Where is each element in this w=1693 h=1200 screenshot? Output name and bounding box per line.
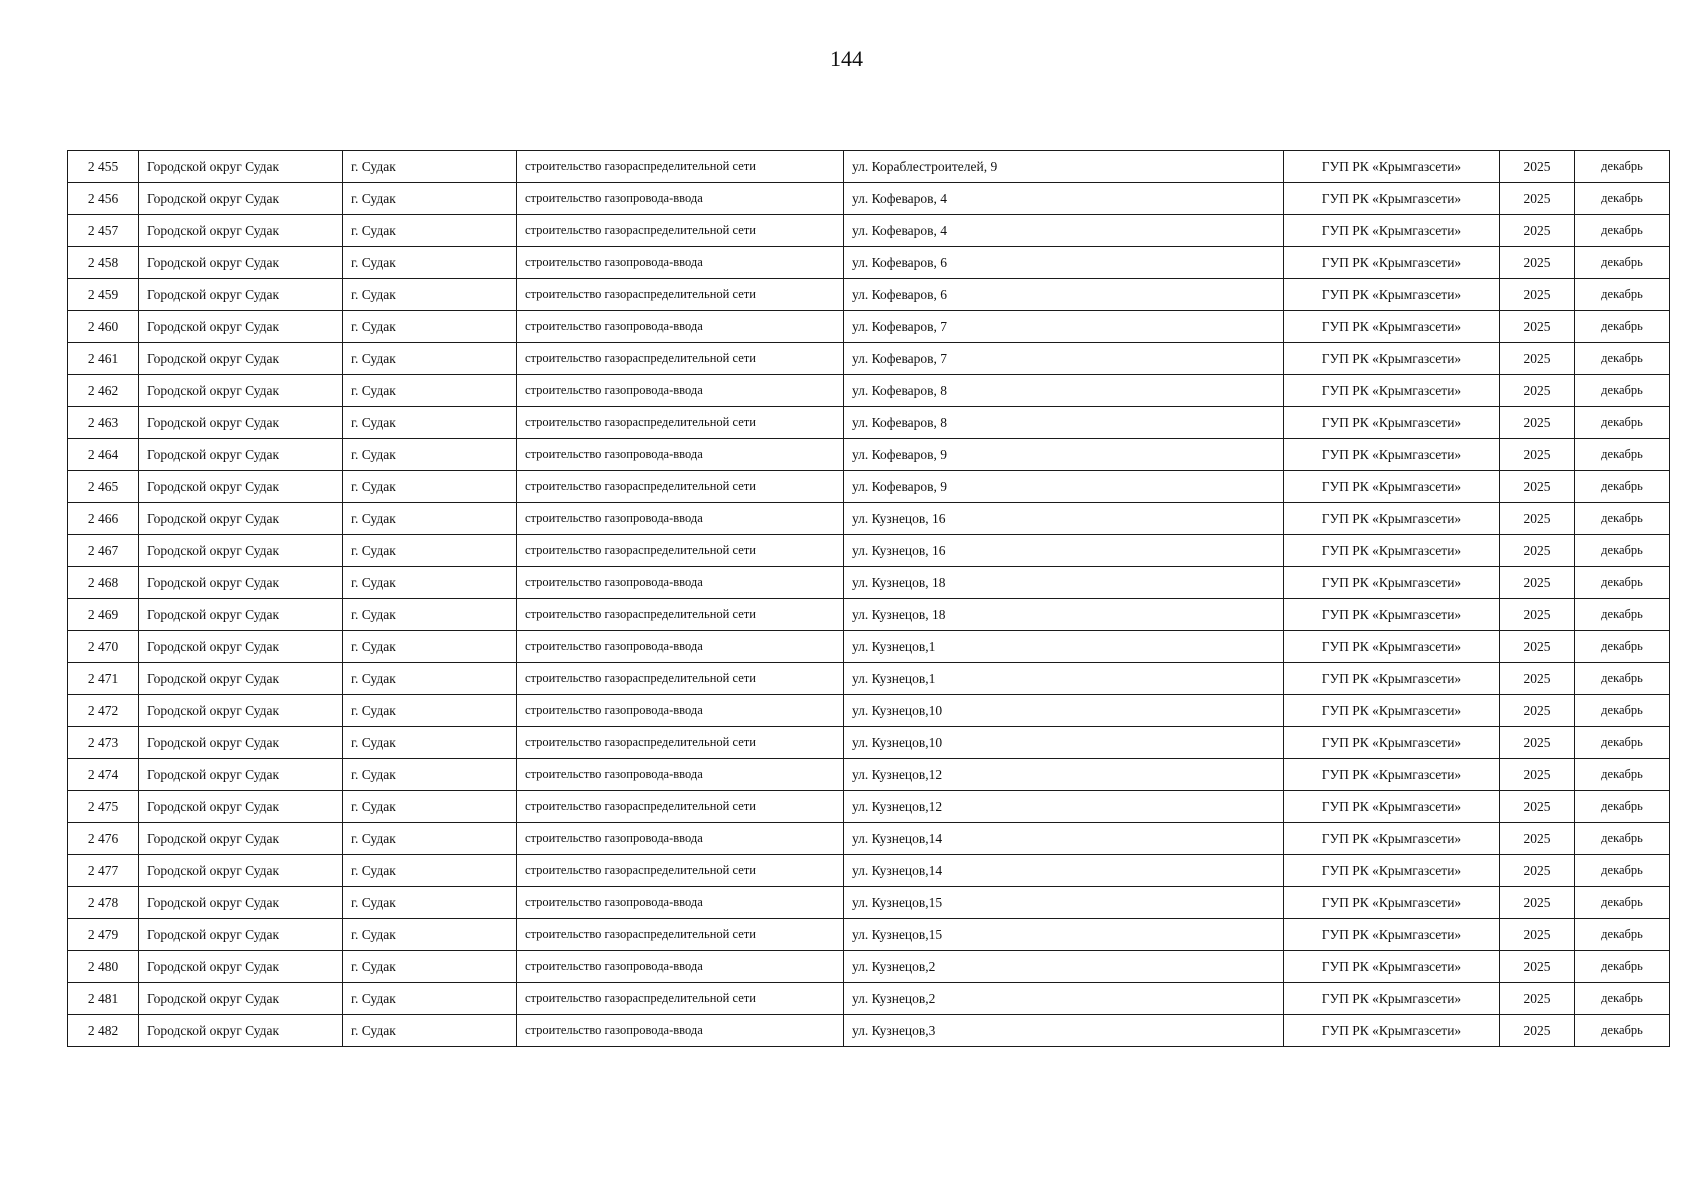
district-cell: Городской округ Судак	[139, 759, 343, 791]
month-cell: декабрь	[1575, 151, 1670, 183]
district-cell: Городской округ Судак	[139, 215, 343, 247]
settlement-cell: г. Судак	[343, 855, 517, 887]
table-row	[68, 311, 1670, 343]
month-cell: декабрь	[1575, 247, 1670, 279]
year-cell: 2025	[1500, 855, 1575, 887]
work-type-cell: строительство газораспределительной сети	[517, 983, 844, 1015]
year-cell: 2025	[1500, 983, 1575, 1015]
row-number-cell: 2 455	[68, 151, 139, 183]
table-row	[68, 631, 1670, 663]
year-cell: 2025	[1500, 279, 1575, 311]
address-cell: ул. Кузнецов,10	[844, 695, 1284, 727]
district-cell: Городской округ Судак	[139, 311, 343, 343]
address-cell: ул. Кофеваров, 6	[844, 279, 1284, 311]
month-cell: декабрь	[1575, 375, 1670, 407]
district-cell: Городской округ Судак	[139, 407, 343, 439]
work-type-cell: строительство газораспределительной сети	[517, 471, 844, 503]
settlement-cell: г. Судак	[343, 727, 517, 759]
row-number-cell: 2 474	[68, 759, 139, 791]
table-row	[68, 535, 1670, 567]
row-number-cell: 2 462	[68, 375, 139, 407]
organization-cell: ГУП РК «Крымгазсети»	[1284, 471, 1500, 503]
table-row	[68, 215, 1670, 247]
row-number-cell: 2 466	[68, 503, 139, 535]
row-number-cell: 2 480	[68, 951, 139, 983]
settlement-cell: г. Судак	[343, 887, 517, 919]
organization-cell: ГУП РК «Крымгазсети»	[1284, 823, 1500, 855]
table-row	[68, 183, 1670, 215]
row-number-cell: 2 470	[68, 631, 139, 663]
year-cell: 2025	[1500, 247, 1575, 279]
settlement-cell: г. Судак	[343, 503, 517, 535]
year-cell: 2025	[1500, 663, 1575, 695]
address-cell: ул. Кофеваров, 8	[844, 375, 1284, 407]
district-cell: Городской округ Судак	[139, 855, 343, 887]
row-number-cell: 2 461	[68, 343, 139, 375]
organization-cell: ГУП РК «Крымгазсети»	[1284, 247, 1500, 279]
year-cell: 2025	[1500, 599, 1575, 631]
year-cell: 2025	[1500, 567, 1575, 599]
year-cell: 2025	[1500, 311, 1575, 343]
row-number-cell: 2 457	[68, 215, 139, 247]
work-type-cell: строительство газопровода-ввода	[517, 823, 844, 855]
district-cell: Городской округ Судак	[139, 887, 343, 919]
row-number-cell: 2 465	[68, 471, 139, 503]
district-cell: Городской округ Судак	[139, 375, 343, 407]
organization-cell: ГУП РК «Крымгазсети»	[1284, 855, 1500, 887]
district-cell: Городской округ Судак	[139, 279, 343, 311]
district-cell: Городской округ Судак	[139, 567, 343, 599]
work-type-cell: строительство газопровода-ввода	[517, 311, 844, 343]
month-cell: декабрь	[1575, 1015, 1670, 1047]
district-cell: Городской округ Судак	[139, 151, 343, 183]
address-cell: ул. Кораблестроителей, 9	[844, 151, 1284, 183]
settlement-cell: г. Судак	[343, 599, 517, 631]
district-cell: Городской округ Судак	[139, 919, 343, 951]
work-type-cell: строительство газораспределительной сети	[517, 919, 844, 951]
row-number-cell: 2 467	[68, 535, 139, 567]
work-type-cell: строительство газораспределительной сети	[517, 151, 844, 183]
month-cell: декабрь	[1575, 951, 1670, 983]
work-type-cell: строительство газораспределительной сети	[517, 599, 844, 631]
settlement-cell: г. Судак	[343, 215, 517, 247]
month-cell: декабрь	[1575, 535, 1670, 567]
month-cell: декабрь	[1575, 695, 1670, 727]
work-type-cell: строительство газопровода-ввода	[517, 887, 844, 919]
address-cell: ул. Кузнецов,1	[844, 631, 1284, 663]
year-cell: 2025	[1500, 727, 1575, 759]
settlement-cell: г. Судак	[343, 471, 517, 503]
year-cell: 2025	[1500, 343, 1575, 375]
work-type-cell: строительство газопровода-ввода	[517, 695, 844, 727]
address-cell: ул. Кузнецов,12	[844, 791, 1284, 823]
table-row	[68, 727, 1670, 759]
table-row	[68, 599, 1670, 631]
district-cell: Городской округ Судак	[139, 951, 343, 983]
table-row	[68, 375, 1670, 407]
organization-cell: ГУП РК «Крымгазсети»	[1284, 151, 1500, 183]
organization-cell: ГУП РК «Крымгазсети»	[1284, 951, 1500, 983]
organization-cell: ГУП РК «Крымгазсети»	[1284, 407, 1500, 439]
row-number-cell: 2 478	[68, 887, 139, 919]
year-cell: 2025	[1500, 151, 1575, 183]
settlement-cell: г. Судак	[343, 247, 517, 279]
organization-cell: ГУП РК «Крымгазсети»	[1284, 695, 1500, 727]
district-cell: Городской округ Судак	[139, 695, 343, 727]
month-cell: декабрь	[1575, 855, 1670, 887]
table-body	[68, 151, 1670, 1047]
year-cell: 2025	[1500, 887, 1575, 919]
district-cell: Городской округ Судак	[139, 727, 343, 759]
settlement-cell: г. Судак	[343, 631, 517, 663]
district-cell: Городской округ Судак	[139, 535, 343, 567]
row-number-cell: 2 472	[68, 695, 139, 727]
district-cell: Городской округ Судак	[139, 823, 343, 855]
address-cell: ул. Кузнецов,14	[844, 823, 1284, 855]
row-number-cell: 2 456	[68, 183, 139, 215]
settlement-cell: г. Судак	[343, 183, 517, 215]
settlement-cell: г. Судак	[343, 567, 517, 599]
gasification-table	[67, 150, 1670, 1047]
year-cell: 2025	[1500, 375, 1575, 407]
table-row	[68, 759, 1670, 791]
row-number-cell: 2 479	[68, 919, 139, 951]
address-cell: ул. Кузнецов,2	[844, 983, 1284, 1015]
settlement-cell: г. Судак	[343, 439, 517, 471]
district-cell: Городской округ Судак	[139, 247, 343, 279]
row-number-cell: 2 463	[68, 407, 139, 439]
settlement-cell: г. Судак	[343, 407, 517, 439]
month-cell: декабрь	[1575, 663, 1670, 695]
table-row	[68, 855, 1670, 887]
district-cell: Городской округ Судак	[139, 663, 343, 695]
organization-cell: ГУП РК «Крымгазсети»	[1284, 535, 1500, 567]
settlement-cell: г. Судак	[343, 759, 517, 791]
district-cell: Городской округ Судак	[139, 599, 343, 631]
month-cell: декабрь	[1575, 407, 1670, 439]
table-row	[68, 247, 1670, 279]
table-row	[68, 1015, 1670, 1047]
address-cell: ул. Кузнецов,15	[844, 919, 1284, 951]
month-cell: декабрь	[1575, 471, 1670, 503]
work-type-cell: строительство газораспределительной сети	[517, 215, 844, 247]
page-number: 144	[830, 46, 863, 71]
year-cell: 2025	[1500, 471, 1575, 503]
address-cell: ул. Кузнецов,14	[844, 855, 1284, 887]
organization-cell: ГУП РК «Крымгазсети»	[1284, 311, 1500, 343]
organization-cell: ГУП РК «Крымгазсети»	[1284, 567, 1500, 599]
month-cell: декабрь	[1575, 599, 1670, 631]
table-row	[68, 279, 1670, 311]
work-type-cell: строительство газораспределительной сети	[517, 791, 844, 823]
settlement-cell: г. Судак	[343, 1015, 517, 1047]
table-row	[68, 407, 1670, 439]
organization-cell: ГУП РК «Крымгазсети»	[1284, 791, 1500, 823]
work-type-cell: строительство газораспределительной сети	[517, 343, 844, 375]
year-cell: 2025	[1500, 535, 1575, 567]
year-cell: 2025	[1500, 951, 1575, 983]
settlement-cell: г. Судак	[343, 535, 517, 567]
year-cell: 2025	[1500, 1015, 1575, 1047]
table-row	[68, 151, 1670, 183]
work-type-cell: строительство газораспределительной сети	[517, 535, 844, 567]
month-cell: декабрь	[1575, 567, 1670, 599]
organization-cell: ГУП РК «Крымгазсети»	[1284, 375, 1500, 407]
year-cell: 2025	[1500, 439, 1575, 471]
row-number-cell: 2 469	[68, 599, 139, 631]
address-cell: ул. Кузнецов,3	[844, 1015, 1284, 1047]
month-cell: декабрь	[1575, 311, 1670, 343]
work-type-cell: строительство газопровода-ввода	[517, 375, 844, 407]
organization-cell: ГУП РК «Крымгазсети»	[1284, 503, 1500, 535]
table-row	[68, 919, 1670, 951]
work-type-cell: строительство газораспределительной сети	[517, 855, 844, 887]
table-row	[68, 791, 1670, 823]
district-cell: Городской округ Судак	[139, 183, 343, 215]
address-cell: ул. Кофеваров, 4	[844, 183, 1284, 215]
month-cell: декабрь	[1575, 759, 1670, 791]
settlement-cell: г. Судак	[343, 151, 517, 183]
organization-cell: ГУП РК «Крымгазсети»	[1284, 983, 1500, 1015]
row-number-cell: 2 468	[68, 567, 139, 599]
table-row	[68, 983, 1670, 1015]
address-cell: ул. Кузнецов, 16	[844, 503, 1284, 535]
row-number-cell: 2 473	[68, 727, 139, 759]
table-row	[68, 951, 1670, 983]
table-row	[68, 887, 1670, 919]
year-cell: 2025	[1500, 183, 1575, 215]
organization-cell: ГУП РК «Крымгазсети»	[1284, 279, 1500, 311]
month-cell: декабрь	[1575, 503, 1670, 535]
work-type-cell: строительство газопровода-ввода	[517, 439, 844, 471]
settlement-cell: г. Судак	[343, 983, 517, 1015]
address-cell: ул. Кузнецов,1	[844, 663, 1284, 695]
district-cell: Городской округ Судак	[139, 791, 343, 823]
year-cell: 2025	[1500, 215, 1575, 247]
address-cell: ул. Кузнецов, 16	[844, 535, 1284, 567]
work-type-cell: строительство газопровода-ввода	[517, 503, 844, 535]
table-row	[68, 567, 1670, 599]
work-type-cell: строительство газораспределительной сети	[517, 663, 844, 695]
month-cell: декабрь	[1575, 439, 1670, 471]
organization-cell: ГУП РК «Крымгазсети»	[1284, 663, 1500, 695]
row-number-cell: 2 460	[68, 311, 139, 343]
work-type-cell: строительство газопровода-ввода	[517, 567, 844, 599]
settlement-cell: г. Судак	[343, 919, 517, 951]
work-type-cell: строительство газораспределительной сети	[517, 279, 844, 311]
organization-cell: ГУП РК «Крымгазсети»	[1284, 919, 1500, 951]
year-cell: 2025	[1500, 823, 1575, 855]
table-row	[68, 439, 1670, 471]
address-cell: ул. Кофеваров, 9	[844, 439, 1284, 471]
month-cell: декабрь	[1575, 887, 1670, 919]
district-cell: Городской округ Судак	[139, 983, 343, 1015]
address-cell: ул. Кофеваров, 8	[844, 407, 1284, 439]
district-cell: Городской округ Судак	[139, 471, 343, 503]
organization-cell: ГУП РК «Крымгазсети»	[1284, 439, 1500, 471]
organization-cell: ГУП РК «Крымгазсети»	[1284, 887, 1500, 919]
address-cell: ул. Кузнецов, 18	[844, 567, 1284, 599]
organization-cell: ГУП РК «Крымгазсети»	[1284, 215, 1500, 247]
year-cell: 2025	[1500, 407, 1575, 439]
address-cell: ул. Кофеваров, 4	[844, 215, 1284, 247]
district-cell: Городской округ Судак	[139, 1015, 343, 1047]
address-cell: ул. Кузнецов,12	[844, 759, 1284, 791]
month-cell: декабрь	[1575, 983, 1670, 1015]
district-cell: Городской округ Судак	[139, 343, 343, 375]
year-cell: 2025	[1500, 791, 1575, 823]
row-number-cell: 2 477	[68, 855, 139, 887]
organization-cell: ГУП РК «Крымгазсети»	[1284, 183, 1500, 215]
settlement-cell: г. Судак	[343, 695, 517, 727]
table-row	[68, 663, 1670, 695]
month-cell: декабрь	[1575, 727, 1670, 759]
work-type-cell: строительство газопровода-ввода	[517, 631, 844, 663]
work-type-cell: строительство газопровода-ввода	[517, 1015, 844, 1047]
year-cell: 2025	[1500, 695, 1575, 727]
month-cell: декабрь	[1575, 631, 1670, 663]
organization-cell: ГУП РК «Крымгазсети»	[1284, 631, 1500, 663]
row-number-cell: 2 475	[68, 791, 139, 823]
row-number-cell: 2 459	[68, 279, 139, 311]
settlement-cell: г. Судак	[343, 375, 517, 407]
row-number-cell: 2 476	[68, 823, 139, 855]
month-cell: декабрь	[1575, 215, 1670, 247]
table-row	[68, 343, 1670, 375]
address-cell: ул. Кофеваров, 7	[844, 311, 1284, 343]
address-cell: ул. Кофеваров, 6	[844, 247, 1284, 279]
address-cell: ул. Кузнецов,2	[844, 951, 1284, 983]
table-row	[68, 823, 1670, 855]
settlement-cell: г. Судак	[343, 311, 517, 343]
work-type-cell: строительство газораспределительной сети	[517, 407, 844, 439]
month-cell: декабрь	[1575, 791, 1670, 823]
settlement-cell: г. Судак	[343, 791, 517, 823]
district-cell: Городской округ Судак	[139, 439, 343, 471]
district-cell: Городской округ Судак	[139, 631, 343, 663]
year-cell: 2025	[1500, 919, 1575, 951]
row-number-cell: 2 464	[68, 439, 139, 471]
work-type-cell: строительство газопровода-ввода	[517, 247, 844, 279]
table-row	[68, 471, 1670, 503]
organization-cell: ГУП РК «Крымгазсети»	[1284, 727, 1500, 759]
settlement-cell: г. Судак	[343, 951, 517, 983]
settlement-cell: г. Судак	[343, 343, 517, 375]
row-number-cell: 2 482	[68, 1015, 139, 1047]
address-cell: ул. Кузнецов, 18	[844, 599, 1284, 631]
year-cell: 2025	[1500, 759, 1575, 791]
work-type-cell: строительство газопровода-ввода	[517, 759, 844, 791]
year-cell: 2025	[1500, 503, 1575, 535]
year-cell: 2025	[1500, 631, 1575, 663]
settlement-cell: г. Судак	[343, 823, 517, 855]
work-type-cell: строительство газопровода-ввода	[517, 183, 844, 215]
month-cell: декабрь	[1575, 343, 1670, 375]
month-cell: декабрь	[1575, 919, 1670, 951]
address-cell: ул. Кофеваров, 7	[844, 343, 1284, 375]
settlement-cell: г. Судак	[343, 279, 517, 311]
district-cell: Городской округ Судак	[139, 503, 343, 535]
row-number-cell: 2 458	[68, 247, 139, 279]
month-cell: декабрь	[1575, 279, 1670, 311]
organization-cell: ГУП РК «Крымгазсети»	[1284, 1015, 1500, 1047]
address-cell: ул. Кузнецов,10	[844, 727, 1284, 759]
table-row	[68, 503, 1670, 535]
month-cell: декабрь	[1575, 823, 1670, 855]
organization-cell: ГУП РК «Крымгазсети»	[1284, 343, 1500, 375]
row-number-cell: 2 481	[68, 983, 139, 1015]
address-cell: ул. Кузнецов,15	[844, 887, 1284, 919]
month-cell: декабрь	[1575, 183, 1670, 215]
organization-cell: ГУП РК «Крымгазсети»	[1284, 759, 1500, 791]
table-row	[68, 695, 1670, 727]
address-cell: ул. Кофеваров, 9	[844, 471, 1284, 503]
organization-cell: ГУП РК «Крымгазсети»	[1284, 599, 1500, 631]
row-number-cell: 2 471	[68, 663, 139, 695]
work-type-cell: строительство газораспределительной сети	[517, 727, 844, 759]
settlement-cell: г. Судак	[343, 663, 517, 695]
work-type-cell: строительство газопровода-ввода	[517, 951, 844, 983]
